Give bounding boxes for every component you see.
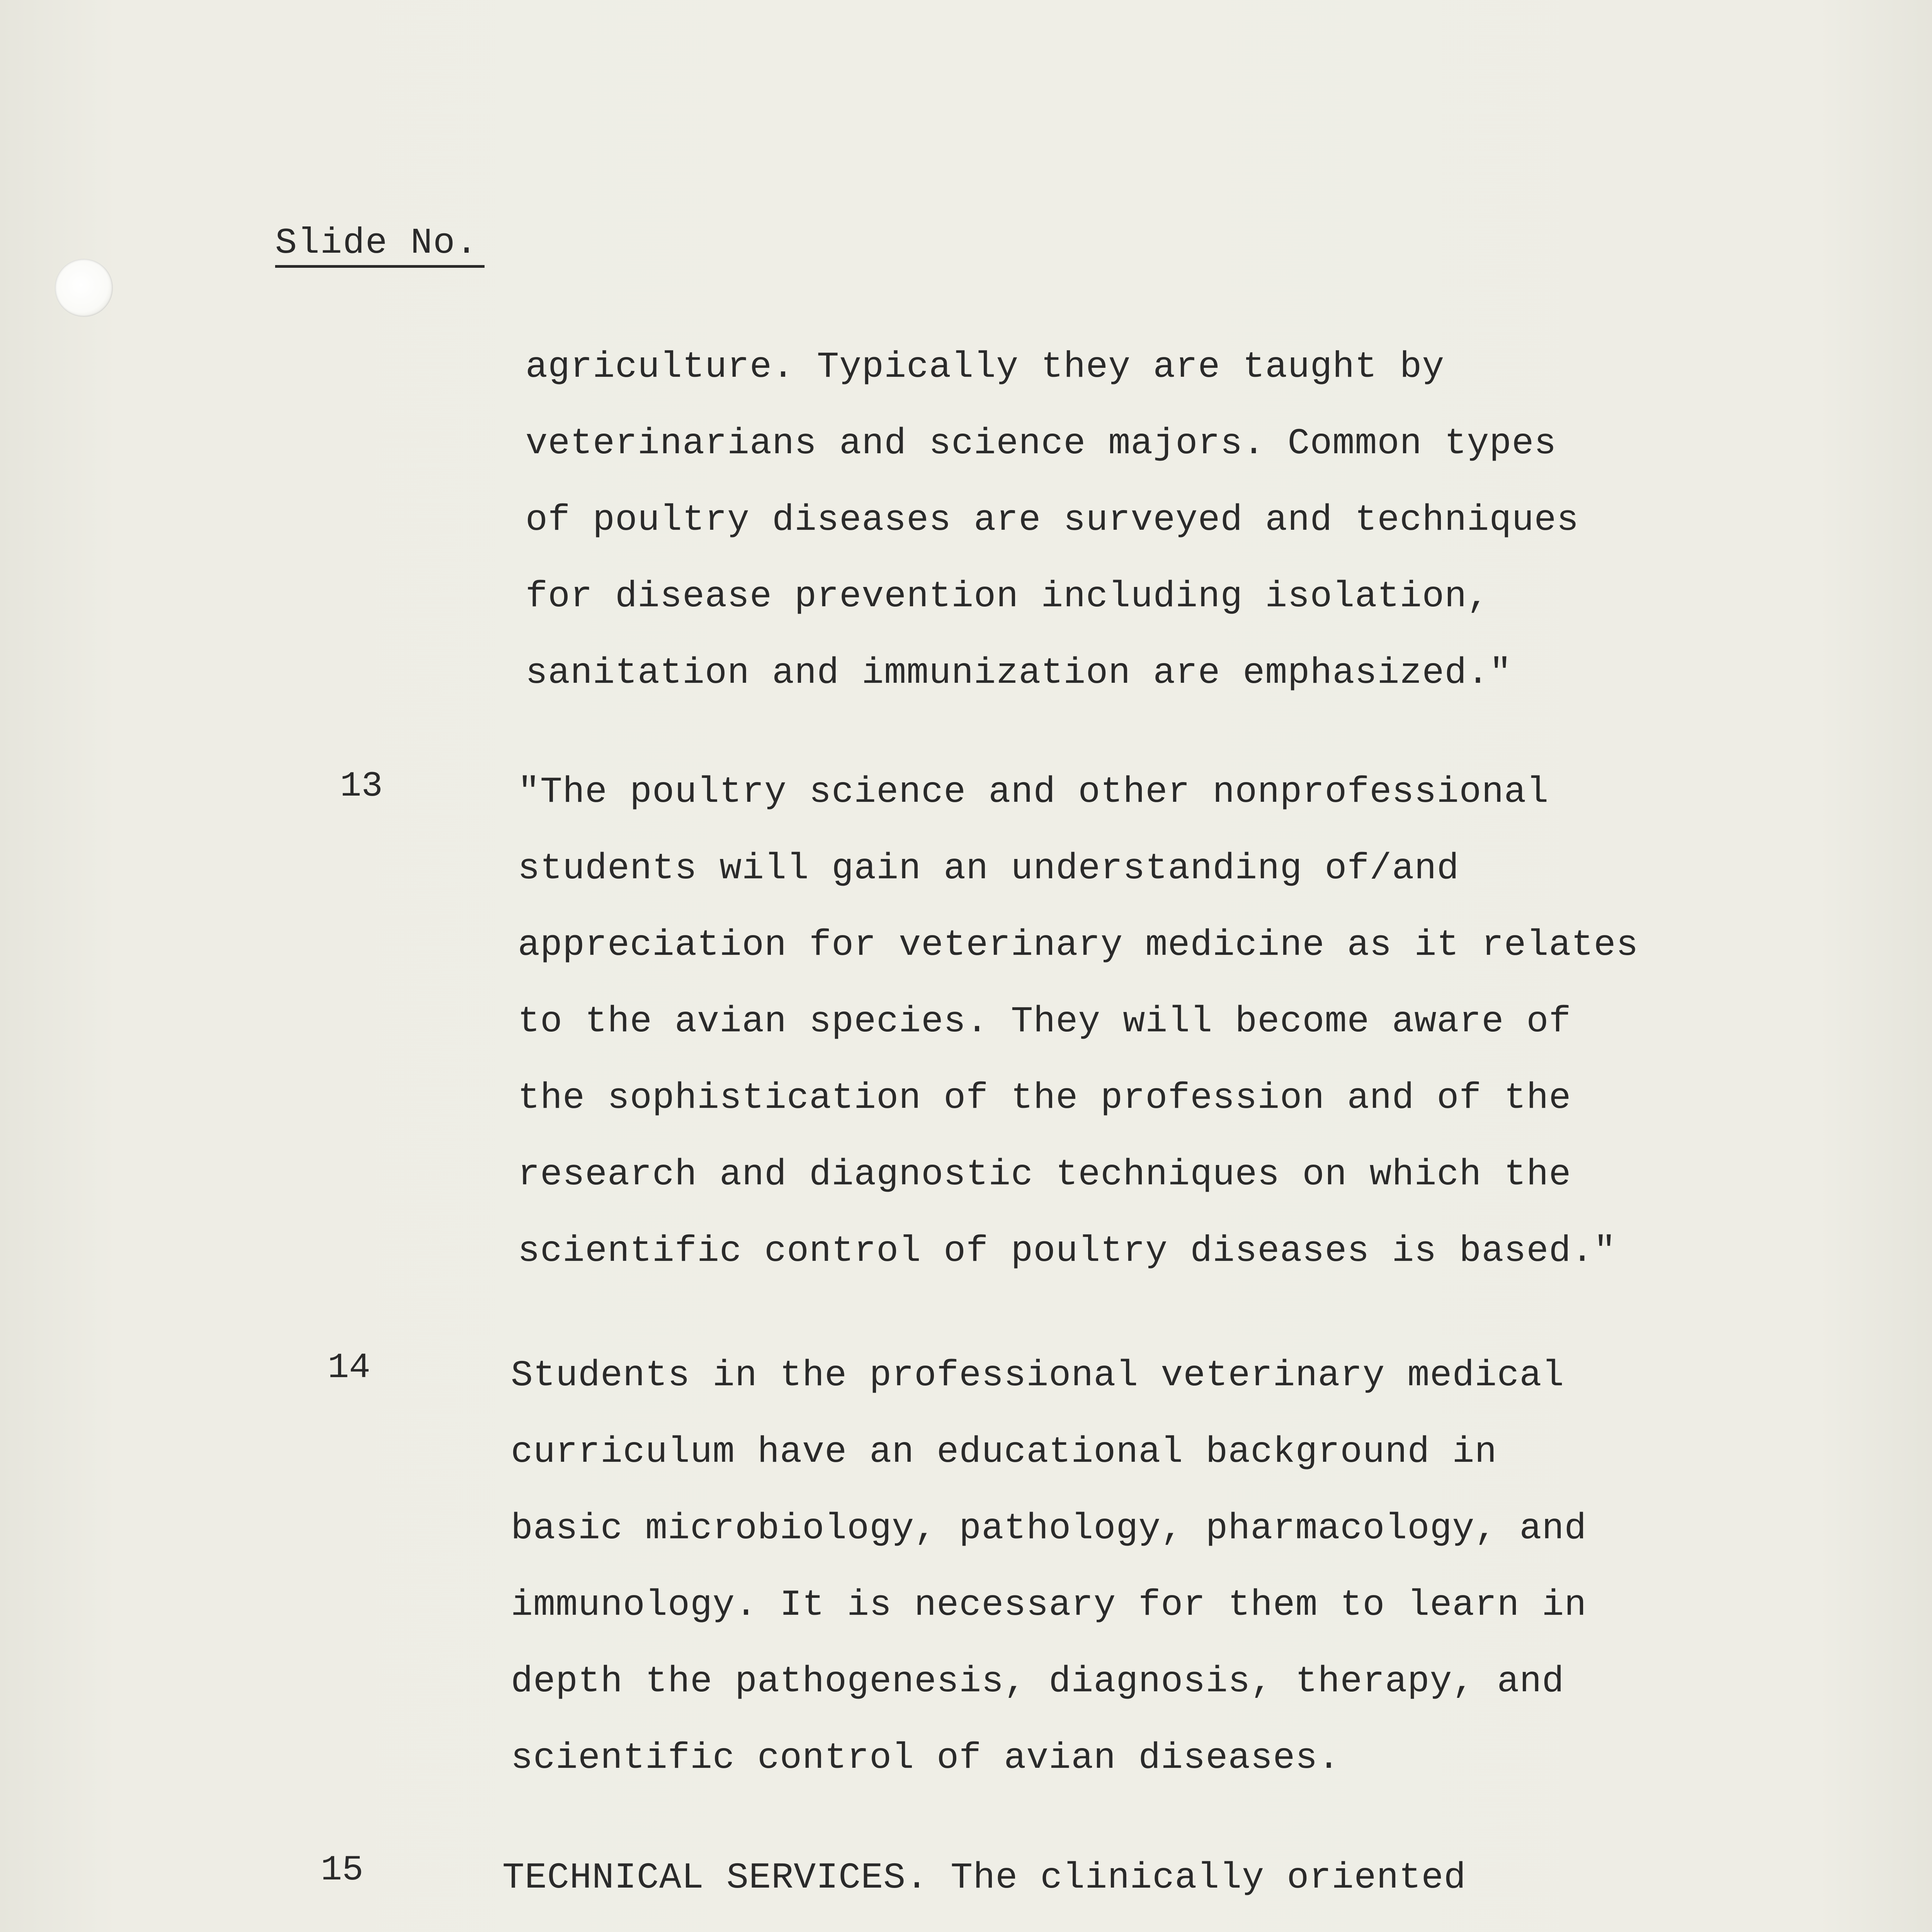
paragraph-line: of poultry diseases are surveyed and techniques — [526, 499, 1579, 541]
paragraph-line: for disease prevention including isolation, — [526, 576, 1490, 617]
paragraph-continuation — [526, 344, 1579, 726]
paragraph-line: Students in the professional veterinary medical — [511, 1355, 1565, 1396]
paragraph-line: immunology. It is necessary for them to learn in — [511, 1584, 1587, 1626]
paragraph-line: scientific control of avian diseases. — [511, 1737, 1340, 1779]
paragraph-line: to the avian species. They will become aware of — [518, 1001, 1571, 1043]
slide-number-13: 13 — [340, 766, 383, 806]
paragraph-line: TECHNICAL SERVICES. The clinically oriented — [502, 1857, 1466, 1899]
paragraph-slide-15 — [502, 1855, 1623, 1932]
paragraph-line: curriculum have an educational background in — [511, 1431, 1497, 1473]
heading-underline — [275, 265, 485, 268]
punch-hole-top — [55, 259, 113, 317]
paragraph-slide-13 — [518, 769, 1638, 1304]
slide-number-15: 15 — [321, 1850, 364, 1890]
paragraph-line: agriculture. Typically they are taught by — [526, 346, 1445, 388]
paragraph-line: students will gain an understanding of/and — [518, 848, 1459, 889]
slide-number-column-heading: Slide No. — [275, 223, 478, 264]
paragraph-line: the sophistication of the profession and of the — [518, 1077, 1571, 1119]
paragraph-line: depth the pathogenesis, diagnosis, therapy, and — [511, 1661, 1565, 1702]
paragraph-line: appreciation for veterinary medicine as it relates — [518, 924, 1639, 966]
paragraph-line: sanitation and immunization are emphasized." — [526, 652, 1512, 694]
paragraph-line: research and diagnostic techniques on which the — [518, 1154, 1571, 1196]
paragraph-line: "The poultry science and other nonprofessional — [518, 771, 1549, 813]
paragraph-line: basic microbiology, pathology, pharmacology, and — [511, 1508, 1587, 1549]
paragraph-line: scientific control of poultry diseases is based." — [518, 1230, 1616, 1272]
paragraph-line: veterinarians and science majors. Common types — [526, 423, 1557, 464]
paragraph-slide-14 — [511, 1352, 1587, 1811]
slide-number-14: 14 — [328, 1347, 371, 1388]
